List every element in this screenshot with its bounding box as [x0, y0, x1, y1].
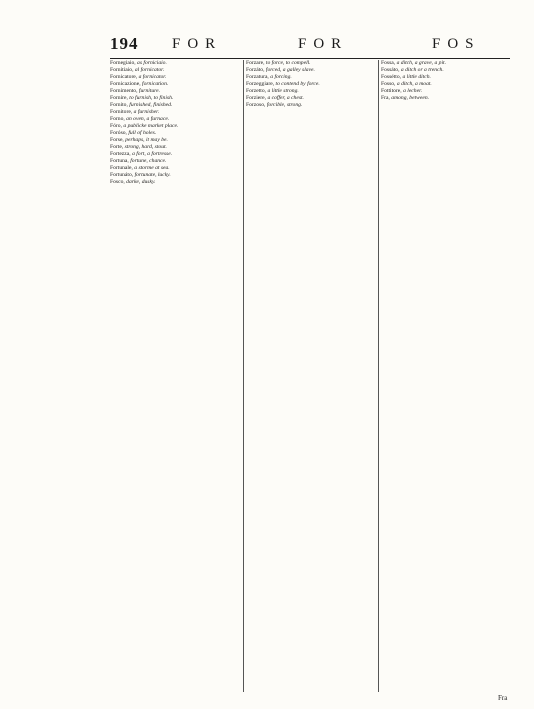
entry-headword: Forzatura, — [246, 74, 269, 81]
entry-definition: furniture. — [138, 88, 161, 95]
entry-definition: full of holes. — [128, 130, 157, 137]
entry-headword: Fornicatore, — [110, 74, 138, 81]
entry-definition: darke, dusky. — [126, 179, 156, 186]
dictionary-entry — [110, 144, 240, 151]
entry-headword: Forno, — [110, 116, 125, 123]
entry-headword: Fóro, — [110, 123, 122, 130]
entry-headword: Forzetto, — [246, 88, 267, 95]
entry-definition: a storme at sea. — [134, 165, 170, 172]
page-number: 194 — [110, 34, 139, 53]
entry-headword: Fossáto, — [381, 67, 400, 74]
dictionary-entry — [246, 95, 376, 102]
dictionary-entry — [110, 137, 240, 144]
dictionary-entry — [246, 74, 376, 81]
entry-definition: a publicke market place. — [123, 123, 179, 130]
entry-definition: to contend by force. — [275, 81, 320, 88]
dictionary-entry — [381, 81, 511, 88]
entry-headword: Fortuna, — [110, 158, 129, 165]
entry-definition: fortunate, lucky. — [134, 172, 171, 179]
column-3 — [381, 60, 511, 690]
column-2 — [246, 60, 376, 690]
entry-definition: forcible, strong. — [266, 102, 303, 109]
dictionary-entry — [110, 130, 240, 137]
entry-definition: forced, a galley slave. — [265, 67, 315, 74]
entry-definition: a ditch, a moat. — [396, 81, 432, 88]
entry-definition: a ditch, a grave, a pit. — [396, 60, 446, 66]
dictionary-entry — [110, 109, 240, 116]
entry-headword: Forzeggiare, — [246, 81, 275, 88]
dictionary-entry — [381, 74, 511, 81]
dictionary-entry — [110, 60, 240, 67]
dictionary-entry — [110, 151, 240, 158]
catchword: Fra — [498, 694, 508, 702]
dictionary-entry — [110, 74, 240, 81]
column-divider-2 — [378, 60, 379, 692]
entry-definition: a little strong. — [267, 88, 299, 95]
entry-headword: Forse, — [110, 137, 124, 144]
header-rule — [110, 58, 510, 59]
entry-headword: Fosco, — [110, 179, 125, 186]
entry-headword: Fra, — [381, 95, 390, 102]
headword-left: FOR — [172, 36, 223, 52]
entry-headword: Fottitore, — [381, 88, 402, 95]
entry-headword: Fosso, — [381, 81, 396, 88]
entry-definition: al fornicator. — [134, 67, 165, 74]
entry-definition: a lecher. — [403, 88, 423, 95]
entry-headword: Forzáto, — [246, 67, 265, 74]
dictionary-entry — [246, 67, 376, 74]
entry-definition: a ditch or a trench. — [400, 67, 444, 74]
entry-headword: Fornitiaio, — [110, 67, 134, 74]
running-header — [110, 34, 510, 58]
entry-definition: among, between. — [391, 95, 430, 102]
dictionary-entry — [110, 165, 240, 172]
entry-definition: strong, hard, stout. — [124, 144, 167, 151]
entry-headword: Fornire, — [110, 95, 128, 102]
entry-headword: Fossa, — [381, 60, 396, 66]
dictionary-entry — [110, 88, 240, 95]
entry-definition: a fornicator. — [138, 74, 167, 81]
entry-definition: as forniciaio. — [137, 60, 167, 66]
entry-headword: Fornimento, — [110, 88, 138, 95]
entry-headword: Fortunáto, — [110, 172, 134, 179]
entry-definition: a little ditch. — [402, 74, 431, 81]
entry-definition: fortune, chance. — [130, 158, 167, 165]
dictionary-entry — [110, 81, 240, 88]
entry-headword: Fornicazione, — [110, 81, 141, 88]
dictionary-entry — [246, 81, 376, 88]
entry-headword: Foróso, — [110, 130, 127, 137]
headword-center: FOR — [298, 36, 349, 52]
dictionary-entry — [246, 102, 376, 109]
dictionary-entry — [110, 123, 240, 130]
dictionary-entry — [110, 172, 240, 179]
dictionary-entry — [110, 179, 240, 186]
dictionary-entry — [381, 60, 511, 67]
entry-definition: perhaps, it may be. — [125, 137, 168, 144]
dictionary-entry — [110, 95, 240, 102]
entry-definition: fornication. — [142, 81, 169, 88]
entry-definition: an oven, a furnace. — [126, 116, 170, 123]
entry-definition: a furnisher. — [133, 109, 160, 116]
entry-headword: Forzoso, — [246, 102, 266, 109]
entry-headword: Fossétto, — [381, 74, 402, 81]
column-divider-1 — [243, 60, 244, 692]
dictionary-entry — [110, 102, 240, 109]
entry-definition: a coffer, a chest. — [267, 95, 304, 102]
entry-headword: Fortezza, — [110, 151, 131, 158]
entry-definition: to force, to compell. — [265, 60, 311, 66]
dictionary-entry — [246, 88, 376, 95]
entry-definition: furnished, finished. — [129, 102, 173, 109]
entry-headword: Fornitore, — [110, 109, 133, 116]
column-1 — [110, 60, 240, 690]
dictionary-entry — [381, 88, 511, 95]
entry-headword: Fornito, — [110, 102, 128, 109]
dictionary-entry — [110, 158, 240, 165]
dictionary-entry — [246, 60, 376, 67]
entry-definition: a fort, a fortresse. — [132, 151, 173, 158]
entry-headword: Fornegiaio, — [110, 60, 136, 66]
entry-definition: to furnish, to finish. — [129, 95, 174, 102]
dictionary-entry — [381, 67, 511, 74]
entry-headword: Forte, — [110, 144, 124, 151]
dictionary-entry — [110, 67, 240, 74]
entry-headword: Forzare, — [246, 60, 265, 66]
entry-headword: Fortunale, — [110, 165, 133, 172]
dictionary-entry — [110, 116, 240, 123]
headword-right: FOS — [432, 36, 481, 52]
dictionary-entry — [381, 95, 511, 102]
entry-headword: Forziere, — [246, 95, 267, 102]
entry-definition: a forcing. — [270, 74, 292, 81]
